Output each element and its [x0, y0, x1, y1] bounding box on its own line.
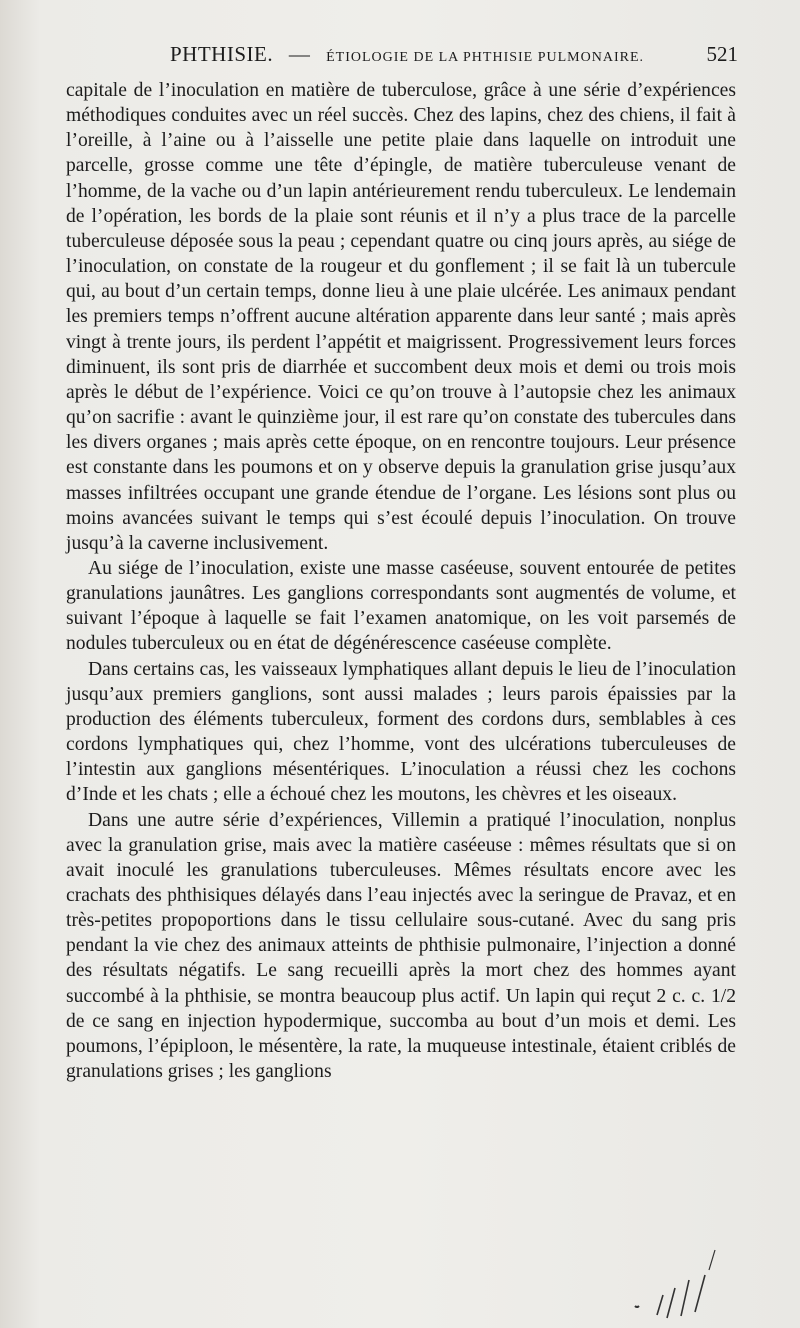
handwritten-mark — [615, 1240, 745, 1320]
header-dash: — — [288, 42, 311, 66]
paragraph: capitale de l’inoculation en matière de tuberculose, grâce à une série d’expériences méthodiques conduites avec un réel succès. Chez des lapins, chez des chiens, il fait à l’oreille, à l’aine ou à l’aisselle une petite plaie dans laquelle on introduit une parcelle, grosse comme une tête d’épingle, de matière tuberculeuse venant de l’homme, de la vache ou d’un lapin antérieurement rendu tuberculeux. Le lendemain de l’opération, les bords de la plaie sont réunis et il n’y a plus trace de la parcelle tuberculeuse déposée sous la peau ; cependant quatre ou cinq jours après, au siége de l’inoculation, on constate de la rougeur et du gonflement ; il se fait là un tubercule qui, au bout d’un certain temps, donne lieu à une plaie ulcérée. Les animaux pendant les premiers temps n’offrent aucune altération apparente dans leur santé ; mais après vingt à trente jours, ils perdent l’appétit et maigrissent. Progressivement leurs forces diminuent, ils sont pris de diarrhée et succombent deux mois et demi ou trois mois après le début de l’expérience. Voici ce qu’on trouve à l’autopsie chez les animaux qu’on sacrifie : avant le quinzième jour, il est rare qu’on constate des tubercules dans les divers organes ; mais après cette époque, on en rencontre toujours. Leur présence est constante dans les poumons et on y observe depuis la granulation grise jusqu’aux masses infiltrées occupant une grande étendue de l’organe. Les lésions sont plus ou moins avancées suivant le temps qui s’est écoulé depuis l’inoculation. On trouve jusqu’à la caverne inclusivement. — [66, 80, 736, 554]
paragraph: Au siége de l’inoculation, existe une masse caséeuse, souvent entourée de petites granulations jaunâtres. Les ganglions correspondants sont augmentés de volume, et suivant l’époque à laquelle se fait l’examen anatomique, on les voit parsemés de nodules tuberculeux ou en état de dégénérescence caséeuse complète. — [66, 557, 736, 655]
running-header — [66, 40, 738, 70]
header-title: PHTHISIE. — [170, 42, 274, 66]
paragraph: Dans certains cas, les vaisseaux lymphatiques allant depuis le lieu de l’inoculation jusqu’aux premiers ganglions, sont aussi malades ; leurs parois épaissies par la production des éléments tuberculeux, forment des cordons durs, semblables à ces cordons lymphatiques qui, chez l’homme, vont des ulcérations tuberculeuses de l’intestin aux ganglions mésentériques. L’inoculation a réussi chez les cochons d’Inde et les chats ; elle a échoué chez les moutons, les chèvres et les oiseaux. — [66, 658, 736, 806]
body-text — [66, 78, 736, 1084]
header-subtitle: ÉTIOLOGIE DE LA PHTHISIE PULMONAIRE. — [326, 50, 645, 65]
page-number: 521 — [706, 42, 738, 66]
paragraph: Dans une autre série d’expériences, Villemin a pratiqué l’inoculation, nonplus avec la granulation grise, mais avec la matière caséeuse : mêmes résultats que si on avait inoculé les granulations tuberculeuses. Mêmes résultats encore avec les crachats des phthisiques délayés dans l’eau injectés avec la seringue de Pravaz, et en très-petites propoportions dans le tissu cellulaire sous-cutané. Avec du sang pris pendant la vie chez des animaux atteints de phthisie pulmonaire, l’injection a donné des résultats négatifs. Le sang recueilli après la mort chez des hommes ayant succombé à la phthisie, se montra beaucoup plus actif. Un lapin qui reçut 2 c. c. 1/2 de ce sang en injection hypodermique, succomba au bout d’un mois et demi. Les poumons, l’épiploon, le mésentère, la rate, la muqueuse intestinale, étaient criblés de granulations grises ; les ganglions — [66, 809, 736, 1083]
header-title-group — [170, 42, 644, 67]
